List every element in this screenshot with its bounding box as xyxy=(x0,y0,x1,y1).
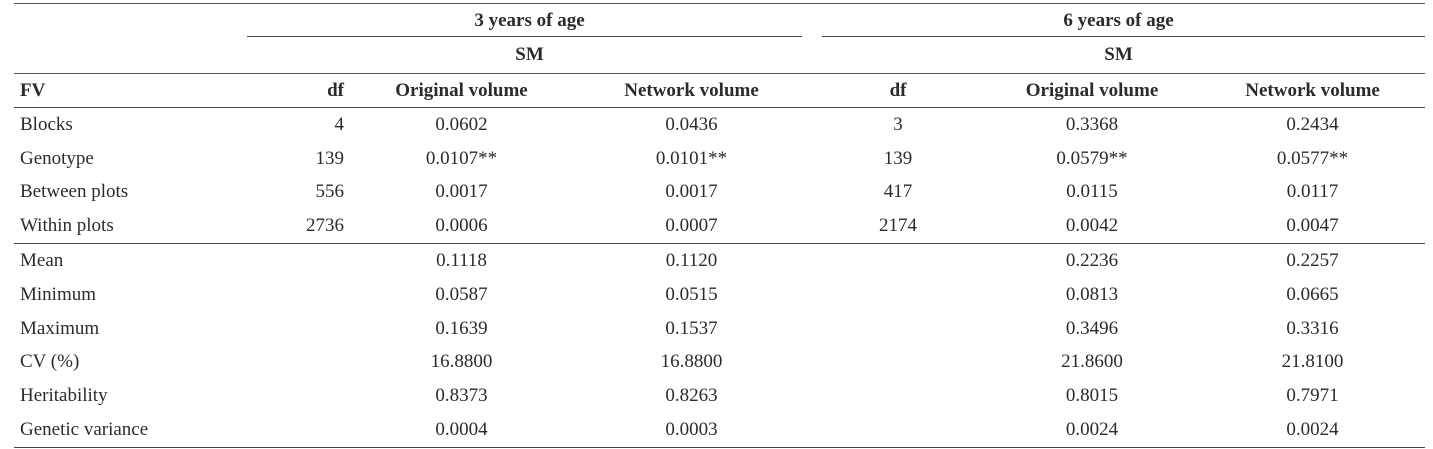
statistic-name-cell: Minimum xyxy=(20,283,97,305)
df-6-years-cell xyxy=(812,413,984,447)
original-volume-6-years-cell: 0.3496 xyxy=(1065,317,1119,339)
network-volume-6-years-cell: 0.0024 xyxy=(1200,413,1425,447)
df-6-years-cell xyxy=(812,278,984,312)
original-volume-6-years-cell: 0.0042 xyxy=(984,209,1200,243)
df-3-years-cell xyxy=(247,413,352,447)
network-volume-3-years-cell: 0.1120 xyxy=(665,250,718,272)
original-volume-6-years-cell: 0.2236 xyxy=(1065,250,1119,272)
network-volume-3-years-cell: 0.0007 xyxy=(571,209,812,243)
df-3-years-column-header: df xyxy=(247,74,352,108)
source-of-variation-cell: Within plots xyxy=(14,209,247,243)
blank-header-cell xyxy=(14,4,247,38)
summary-statistics-rows xyxy=(14,244,1425,448)
original-volume-3-years-cell: 0.0004 xyxy=(352,413,571,447)
df-6-years-cell: 3 xyxy=(893,113,903,135)
sm-header-6-years: SM xyxy=(1104,44,1133,65)
original-volume-6-years-cell: 0.0579** xyxy=(1056,147,1128,169)
table-row xyxy=(14,176,1425,210)
original-volume-3-years-cell: 0.0602 xyxy=(435,113,488,135)
network-volume-6-years-cell: 0.0577** xyxy=(1276,147,1349,169)
age-header-row xyxy=(14,4,1425,38)
network-volume-6-years-cell: 0.7971 xyxy=(1286,385,1339,407)
blank-header-cell xyxy=(14,37,247,74)
table-row xyxy=(14,379,1425,413)
age-6-years-header: 6 years of age xyxy=(812,4,1425,38)
network-volume-6-years-cell: 0.3316 xyxy=(1286,317,1339,339)
df-6-years-cell xyxy=(812,379,984,413)
source-of-variation-cell: Genotype xyxy=(20,147,94,169)
statistic-name-cell: Genetic variance xyxy=(14,413,247,447)
table-row xyxy=(14,108,1425,142)
network-volume-3-years-cell: 0.0515 xyxy=(665,283,718,305)
age-3-years-header: 3 years of age xyxy=(247,4,812,38)
original-volume-6-years-cell: 21.8600 xyxy=(1061,351,1123,373)
df-6-years-cell xyxy=(812,244,984,278)
network-volume-3-years-cell: 0.1537 xyxy=(665,317,718,339)
statistic-name-cell: Heritability xyxy=(20,385,108,407)
table-row xyxy=(14,346,1425,380)
original-volume-6-years-cell: 0.0024 xyxy=(984,413,1200,447)
original-volume-3-years-cell: 0.0107** xyxy=(425,147,498,169)
df-3-years-cell xyxy=(247,278,352,312)
table-row xyxy=(14,244,1425,278)
df-3-years-cell: 556 xyxy=(315,181,344,203)
network-volume-6-years-column-header: Network volume xyxy=(1200,74,1425,108)
original-volume-3-years-cell: 0.1118 xyxy=(436,250,487,272)
network-volume-3-years-cell: 0.0101** xyxy=(655,147,728,169)
table-row xyxy=(14,209,1425,243)
network-volume-3-years-cell: 0.8263 xyxy=(665,385,718,407)
network-volume-3-years-cell: 0.0436 xyxy=(665,113,718,135)
original-volume-6-years-cell: 0.8015 xyxy=(1065,385,1119,407)
statistic-name-cell: Mean xyxy=(20,250,64,272)
source-of-variation-cell: Between plots xyxy=(20,181,129,203)
sm-header-row xyxy=(14,37,1425,74)
df-6-years-cell: 2174 xyxy=(812,209,984,243)
anova-table xyxy=(14,3,1425,448)
df-3-years-cell: 139 xyxy=(315,147,344,169)
network-volume-3-years-cell: 16.8800 xyxy=(660,351,723,373)
network-volume-3-years-column-header: Network volume xyxy=(571,74,812,108)
column-header-row xyxy=(14,74,1425,108)
table-row xyxy=(14,413,1425,447)
original-volume-6-years-column-header: Original volume xyxy=(984,74,1200,108)
original-volume-6-years-cell: 0.3368 xyxy=(1065,113,1119,135)
df-3-years-cell: 2736 xyxy=(247,209,352,243)
original-volume-3-years-column-header: Original volume xyxy=(352,74,571,108)
original-volume-6-years-cell: 0.0115 xyxy=(1066,181,1118,203)
network-volume-6-years-cell: 0.0047 xyxy=(1200,209,1425,243)
df-3-years-cell xyxy=(247,244,352,278)
source-of-variation-cell: Blocks xyxy=(20,113,73,135)
network-volume-6-years-cell: 21.8100 xyxy=(1281,351,1344,373)
original-volume-3-years-cell: 16.8800 xyxy=(430,351,493,373)
network-volume-3-years-cell: 0.0017 xyxy=(665,181,718,203)
network-volume-6-years-cell: 0.0117 xyxy=(1286,181,1339,203)
fv-column-header: FV xyxy=(14,74,247,108)
statistic-name-cell: CV (%) xyxy=(20,351,80,373)
sm-header-3-years: SM xyxy=(515,44,544,65)
table-row xyxy=(14,142,1425,176)
original-volume-3-years-cell: 0.0017 xyxy=(435,181,488,203)
df-6-years-cell: 417 xyxy=(883,181,913,203)
network-volume-6-years-cell: 0.2434 xyxy=(1286,113,1339,135)
table-row xyxy=(14,278,1425,312)
table-row xyxy=(14,312,1425,346)
network-volume-6-years-cell: 0.2257 xyxy=(1286,250,1339,272)
original-volume-6-years-cell: 0.0813 xyxy=(1065,283,1119,305)
df-6-years-cell xyxy=(812,346,984,380)
df-6-years-cell: 139 xyxy=(883,147,913,169)
original-volume-3-years-cell: 0.0006 xyxy=(352,209,571,243)
anova-rows xyxy=(14,108,1425,244)
statistic-name-cell: Maximum xyxy=(20,317,100,339)
network-volume-3-years-cell: 0.0003 xyxy=(571,413,812,447)
original-volume-3-years-cell: 0.0587 xyxy=(435,283,488,305)
df-3-years-cell: 4 xyxy=(334,113,344,135)
original-volume-3-years-cell: 0.8373 xyxy=(435,385,488,407)
anova-table-container xyxy=(14,3,1425,448)
df-6-years-column-header: df xyxy=(812,74,984,108)
original-volume-3-years-cell: 0.1639 xyxy=(435,317,488,339)
df-6-years-cell xyxy=(812,312,984,346)
df-3-years-cell xyxy=(247,312,352,346)
df-3-years-cell xyxy=(247,379,352,413)
df-3-years-cell xyxy=(247,346,352,380)
network-volume-6-years-cell: 0.0665 xyxy=(1286,283,1339,305)
